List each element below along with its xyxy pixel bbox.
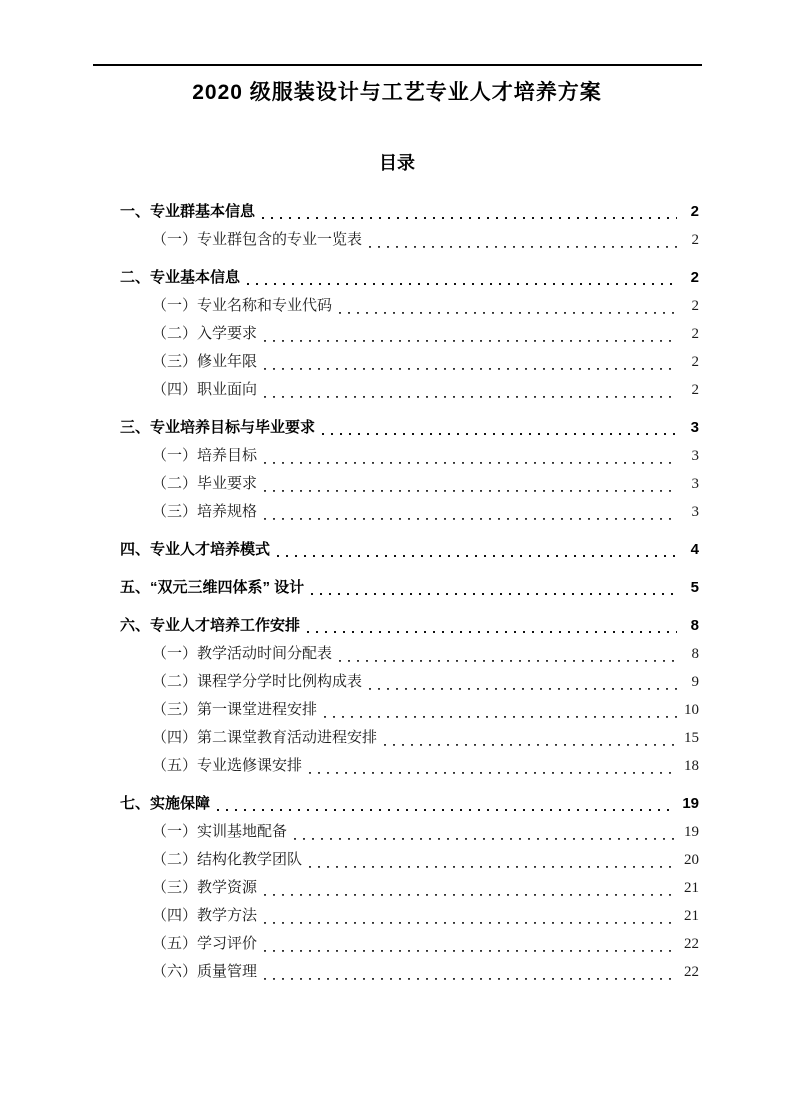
toc-entry-label: （三）第一课堂进程安排 <box>152 702 318 718</box>
toc-entry-label: （二）结构化教学团队 <box>152 852 303 868</box>
toc-entry-label: （三）修业年限 <box>152 354 258 370</box>
toc-entry-label: 三、专业培养目标与毕业要求 <box>120 419 316 436</box>
toc-dot-leader <box>264 376 677 404</box>
toc-dot-leader <box>309 846 677 874</box>
toc-entry-page: 19 <box>682 795 699 812</box>
header-rule <box>93 64 702 66</box>
toc-entry-label: （一）专业名称和专业代码 <box>152 298 333 314</box>
toc-dot-leader <box>384 724 677 752</box>
toc-entry-label: （二）入学要求 <box>152 326 258 342</box>
toc-entry-page: 3 <box>690 419 699 436</box>
toc-dot-leader <box>264 348 677 376</box>
toc-entry[interactable] <box>120 376 699 404</box>
toc-entry-label: （五）专业选修课安排 <box>152 758 303 774</box>
toc-entry-page: 2 <box>691 382 699 398</box>
toc-entry[interactable] <box>120 752 699 780</box>
toc-dot-leader <box>369 226 677 254</box>
toc-entry-page: 8 <box>691 646 699 662</box>
toc-entry[interactable] <box>120 724 699 752</box>
toc-entry-page: 21 <box>684 908 699 924</box>
toc-dot-leader <box>262 198 677 226</box>
toc-entry-label: 六、专业人才培养工作安排 <box>120 617 301 634</box>
toc-dot-leader <box>324 696 677 724</box>
toc-entry-label: （五）学习评价 <box>152 936 258 952</box>
toc-entry-label: （一）实训基地配备 <box>152 824 288 840</box>
toc-entry-page: 21 <box>684 880 699 896</box>
toc-entry[interactable] <box>120 574 699 602</box>
toc-entry[interactable] <box>120 818 699 846</box>
toc-entry-page: 22 <box>684 964 699 980</box>
toc-dot-leader <box>264 442 677 470</box>
toc-entry[interactable] <box>120 498 699 526</box>
toc-entry-page: 2 <box>691 298 699 314</box>
toc-entry[interactable] <box>120 198 699 226</box>
toc-entry-page: 15 <box>684 730 699 746</box>
toc-entry-label: 一、专业群基本信息 <box>120 203 256 220</box>
toc-entry-label: （二）毕业要求 <box>152 476 258 492</box>
toc-entry[interactable] <box>120 536 699 564</box>
toc-entry[interactable] <box>120 348 699 376</box>
toc-entry-page: 2 <box>691 326 699 342</box>
toc-dot-leader <box>217 790 676 818</box>
toc-entry-label: 五、“双元三维四体系” 设计 <box>120 579 305 596</box>
toc-entry-label: 七、实施保障 <box>120 795 211 812</box>
toc-entry[interactable] <box>120 668 699 696</box>
toc-dot-leader <box>264 470 677 498</box>
toc-dot-leader <box>264 874 677 902</box>
toc-dot-leader <box>311 574 677 602</box>
toc-entry[interactable] <box>120 846 699 874</box>
toc-entry-page: 2 <box>691 354 699 370</box>
toc-dot-leader <box>294 818 677 846</box>
toc-entry-page: 9 <box>691 674 699 690</box>
toc-entry[interactable] <box>120 902 699 930</box>
toc-entry[interactable] <box>120 790 699 818</box>
toc-dot-leader <box>277 536 677 564</box>
toc-entry-label: （四）第二课堂教育活动进程安排 <box>152 730 378 746</box>
toc-dot-leader <box>322 414 677 442</box>
toc-list <box>120 198 699 986</box>
toc-dot-leader <box>339 292 677 320</box>
toc-entry[interactable] <box>120 442 699 470</box>
toc-entry[interactable] <box>120 696 699 724</box>
toc-entry-label: （一）培养目标 <box>152 448 258 464</box>
toc-dot-leader <box>369 668 677 696</box>
toc-dot-leader <box>264 498 677 526</box>
toc-dot-leader <box>339 640 677 668</box>
toc-entry[interactable] <box>120 612 699 640</box>
toc-entry-page: 20 <box>684 852 699 868</box>
toc-entry[interactable] <box>120 640 699 668</box>
toc-entry[interactable] <box>120 414 699 442</box>
toc-dot-leader <box>264 930 677 958</box>
toc-entry-page: 10 <box>684 702 699 718</box>
toc-entry-label: 二、专业基本信息 <box>120 269 241 286</box>
toc-entry-label: （一）教学活动时间分配表 <box>152 646 333 662</box>
toc-entry-page: 18 <box>684 758 699 774</box>
toc-entry-page: 4 <box>690 541 699 558</box>
toc-entry-page: 2 <box>691 232 699 248</box>
toc-entry-page: 2 <box>690 203 699 220</box>
toc-dot-leader <box>264 320 677 348</box>
toc-entry[interactable] <box>120 226 699 254</box>
toc-entry[interactable] <box>120 874 699 902</box>
toc-entry[interactable] <box>120 958 699 986</box>
toc-entry-page: 3 <box>691 504 699 520</box>
toc-dot-leader <box>264 902 677 930</box>
toc-entry-label: （六）质量管理 <box>152 964 258 980</box>
toc-entry-page: 3 <box>691 476 699 492</box>
toc-entry[interactable] <box>120 320 699 348</box>
toc-entry-label: （一）专业群包含的专业一览表 <box>152 232 363 248</box>
toc-entry-page: 8 <box>690 617 699 634</box>
toc-dot-leader <box>307 612 677 640</box>
toc-entry-page: 19 <box>684 824 699 840</box>
toc-entry-label: （四）职业面向 <box>152 382 258 398</box>
toc-entry[interactable] <box>120 264 699 292</box>
toc-entry-label: （三）培养规格 <box>152 504 258 520</box>
toc-dot-leader <box>309 752 677 780</box>
toc-entry[interactable] <box>120 470 699 498</box>
document-title: 2020 级服装设计与工艺专业人才培养方案 <box>192 81 602 104</box>
toc-entry-page: 2 <box>690 269 699 286</box>
toc-dot-leader <box>247 264 677 292</box>
toc-entry-label: （四）教学方法 <box>152 908 258 924</box>
toc-heading: 目录 <box>379 153 415 173</box>
toc-entry-page: 22 <box>684 936 699 952</box>
toc-entry-label: （三）教学资源 <box>152 880 258 896</box>
toc-entry-page: 3 <box>691 448 699 464</box>
toc-entry-page: 5 <box>690 579 699 596</box>
toc-dot-leader <box>264 958 677 986</box>
toc-entry[interactable] <box>120 930 699 958</box>
toc-entry-label: 四、专业人才培养模式 <box>120 541 271 558</box>
toc-entry[interactable] <box>120 292 699 320</box>
toc-entry-label: （二）课程学分学时比例构成表 <box>152 674 363 690</box>
